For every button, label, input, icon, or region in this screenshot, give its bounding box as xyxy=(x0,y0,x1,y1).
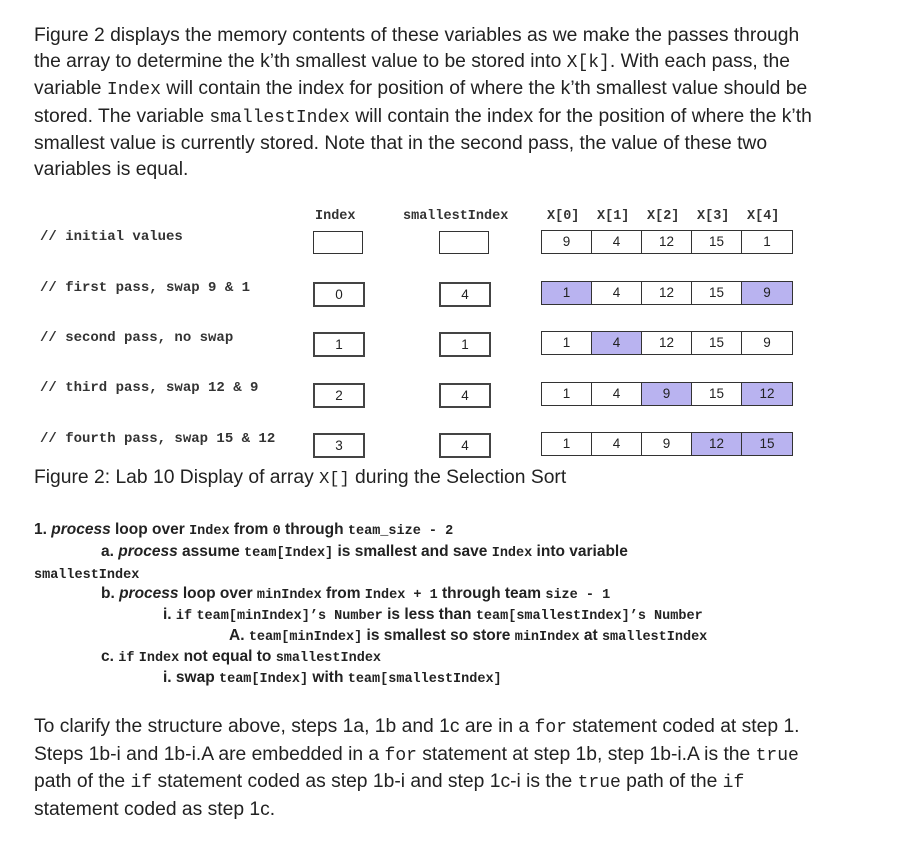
row-label: // fourth pass, swap 15 & 12 xyxy=(40,431,276,447)
outro-code: if xyxy=(722,773,745,794)
step-code: team[minIndex] xyxy=(248,630,363,645)
array-cell-x2: 12 xyxy=(642,231,692,253)
step-text: is smallest and save xyxy=(333,543,492,560)
array-row xyxy=(541,382,793,406)
caption-code: X[] xyxy=(319,470,350,489)
intro-text-4: will contain the index for the position of where the k’th smallest value is currently stored. Note that in the second pass, the value of these two variables is equal. xyxy=(34,105,812,180)
outro-text: To clarify the structure above, steps 1a, 1b and 1c are in a xyxy=(34,716,535,737)
array-cell-x1: 4 xyxy=(592,282,642,304)
figure-caption xyxy=(34,467,566,489)
step-code: if xyxy=(118,651,135,666)
outro-text: statement coded as step 1b-i and step 1c-i is the xyxy=(152,771,578,793)
smallest-index-box: 1 xyxy=(439,332,491,357)
step-code: Index xyxy=(491,546,533,561)
step-code: team[minIndex]’s Number xyxy=(196,609,383,624)
array-cell-x0: 1 xyxy=(542,433,592,455)
outro-text: statement coded at step 1. Steps 1b-i and 1b-i.A are embedded in a xyxy=(34,716,800,765)
intro-text-3: will contain the index for position of where the k’th smallest value should be stored. The variable xyxy=(34,78,808,127)
step-1b-i xyxy=(163,606,703,624)
array-cell-x4: 9 xyxy=(742,282,792,304)
smallest-index-box: 4 xyxy=(439,282,491,307)
row-label: // third pass, swap 12 & 9 xyxy=(40,380,259,396)
array-cell-x3: 15 xyxy=(692,231,742,253)
header-x4: X[4] xyxy=(747,209,780,224)
array-cell-x0: 1 xyxy=(542,383,592,405)
step-code: Index + 1 xyxy=(364,588,438,603)
intro-code-index: Index xyxy=(106,80,161,101)
array-cell-x4: 9 xyxy=(763,335,771,350)
caption-text-1: Figure 2: Lab 10 Display of array xyxy=(34,467,320,488)
outro-code: true xyxy=(577,773,621,794)
step-keyword: process xyxy=(119,585,179,602)
intro-code-smallestindex: smallestIndex xyxy=(209,107,350,128)
array-cell-x2: 12 xyxy=(642,282,692,304)
step-code: Index xyxy=(189,524,230,539)
step-1c-i xyxy=(163,669,502,687)
step-text: from xyxy=(321,585,365,602)
outro-code: for xyxy=(534,718,567,738)
array-cell-x1: 4 xyxy=(592,433,642,455)
step-code: team[smallestIndex] xyxy=(347,672,502,687)
step-number: c. xyxy=(101,648,119,665)
step-text: loop over xyxy=(178,585,257,602)
intro-text-1: Figure 2 displays the memory contents of these variables as we make the passes through the array to determine the k’th smallest value to be stored into xyxy=(34,25,800,72)
header-index: Index xyxy=(315,209,356,224)
array-row xyxy=(541,331,793,355)
step-text: is smallest so store xyxy=(362,627,515,644)
step-number: b. xyxy=(101,585,120,602)
array-cell-x1: 4 xyxy=(592,231,642,253)
step-number: 1. xyxy=(34,521,52,538)
index-box xyxy=(313,231,363,254)
step-1c xyxy=(101,648,381,666)
array-cell-x4: 1 xyxy=(763,234,771,249)
array-row xyxy=(541,281,793,305)
array-cell-x3: 15 xyxy=(692,282,742,304)
outro-text: path of the xyxy=(620,771,723,793)
step-code: smallestIndex xyxy=(601,630,708,645)
array-cell-x1: 4 xyxy=(592,383,642,405)
step-code: minIndex xyxy=(514,630,580,645)
outro-code: if xyxy=(130,773,153,794)
smallest-index-box: 4 xyxy=(439,433,491,458)
step-number: A. xyxy=(229,627,249,644)
step-code: team[smallestIndex]’s Number xyxy=(475,609,703,624)
array-cell-x2: 9 xyxy=(642,433,692,455)
array-cell-x4: 15 xyxy=(742,433,792,455)
step-text: is less than xyxy=(382,606,476,623)
array-cell-x1: 4 xyxy=(592,332,642,354)
step-text: from xyxy=(229,521,273,538)
step-1b-i-a xyxy=(229,627,707,645)
outro-paragraph xyxy=(34,714,834,822)
caption-text-2: during the Selection Sort xyxy=(349,467,567,488)
row-label: // first pass, swap 9 & 1 xyxy=(40,280,251,296)
step-code: smallestIndex xyxy=(34,568,140,583)
step-code: if xyxy=(175,609,193,624)
step-code: team[Index] xyxy=(219,672,309,687)
step-1 xyxy=(34,521,453,539)
row-label: // second pass, no swap xyxy=(40,330,234,346)
header-x3: X[3] xyxy=(697,209,730,224)
step-keyword: process xyxy=(118,543,178,560)
outro-text: statement at step 1b, step 1b-i.A is the xyxy=(416,743,756,765)
step-text: not equal to xyxy=(179,648,276,665)
header-smallest-index: smallestIndex xyxy=(403,209,509,224)
array-cell-x3: 12 xyxy=(692,433,742,455)
outro-code: for xyxy=(384,745,417,766)
step-text: into variable xyxy=(532,543,628,560)
index-box: 2 xyxy=(313,383,365,408)
outro-text: path of the xyxy=(34,771,131,793)
array-cell-x2: 12 xyxy=(642,332,692,354)
step-text: at xyxy=(579,627,602,644)
step-code: Index xyxy=(138,651,180,666)
step-code: minIndex xyxy=(256,588,322,603)
smallest-index-box: 4 xyxy=(439,383,491,408)
step-text: through xyxy=(280,521,348,538)
header-x2: X[2] xyxy=(647,209,680,224)
step-1a xyxy=(101,543,628,561)
step-number: a. xyxy=(101,543,119,560)
header-x1: X[1] xyxy=(597,209,630,224)
array-cell-x3: 15 xyxy=(692,332,742,354)
index-box: 3 xyxy=(313,433,365,458)
step-code: 0 xyxy=(272,524,281,539)
step-keyword: process xyxy=(51,521,111,538)
intro-code-xk: X[k] xyxy=(566,52,610,73)
outro-text: statement coded as step 1c. xyxy=(34,798,276,820)
outro-code: true xyxy=(755,745,799,766)
array-cell-x2: 9 xyxy=(642,383,692,405)
step-text: loop over xyxy=(110,521,190,538)
step-number: i. swap xyxy=(163,669,219,686)
step-1a-continuation xyxy=(34,565,139,583)
array-cell-x0: 1 xyxy=(542,282,592,304)
step-text: through team xyxy=(437,585,546,602)
intro-text-2: . With each pass, the variable xyxy=(34,50,790,100)
array-cell-x3: 15 xyxy=(692,383,742,405)
array-cell-x0: 1 xyxy=(542,332,592,354)
intro-paragraph xyxy=(34,23,814,183)
step-1b xyxy=(101,585,610,603)
step-text: with xyxy=(308,669,348,686)
array-row xyxy=(541,432,793,456)
array-cell-x0: 9 xyxy=(542,231,592,253)
smallest-index-box xyxy=(439,231,489,254)
step-code: size - 1 xyxy=(545,588,611,603)
step-code: team_size - 2 xyxy=(347,524,454,539)
row-label: // initial values xyxy=(40,229,183,245)
index-box: 1 xyxy=(313,332,365,357)
array-row xyxy=(541,230,793,254)
step-code: smallestIndex xyxy=(275,651,382,666)
step-number: i. xyxy=(163,606,176,623)
header-x0: X[0] xyxy=(547,209,580,224)
step-code: team[Index] xyxy=(244,546,334,561)
index-box: 0 xyxy=(313,282,365,307)
array-cell-x4: 12 xyxy=(742,383,792,405)
step-text: assume xyxy=(177,543,245,560)
